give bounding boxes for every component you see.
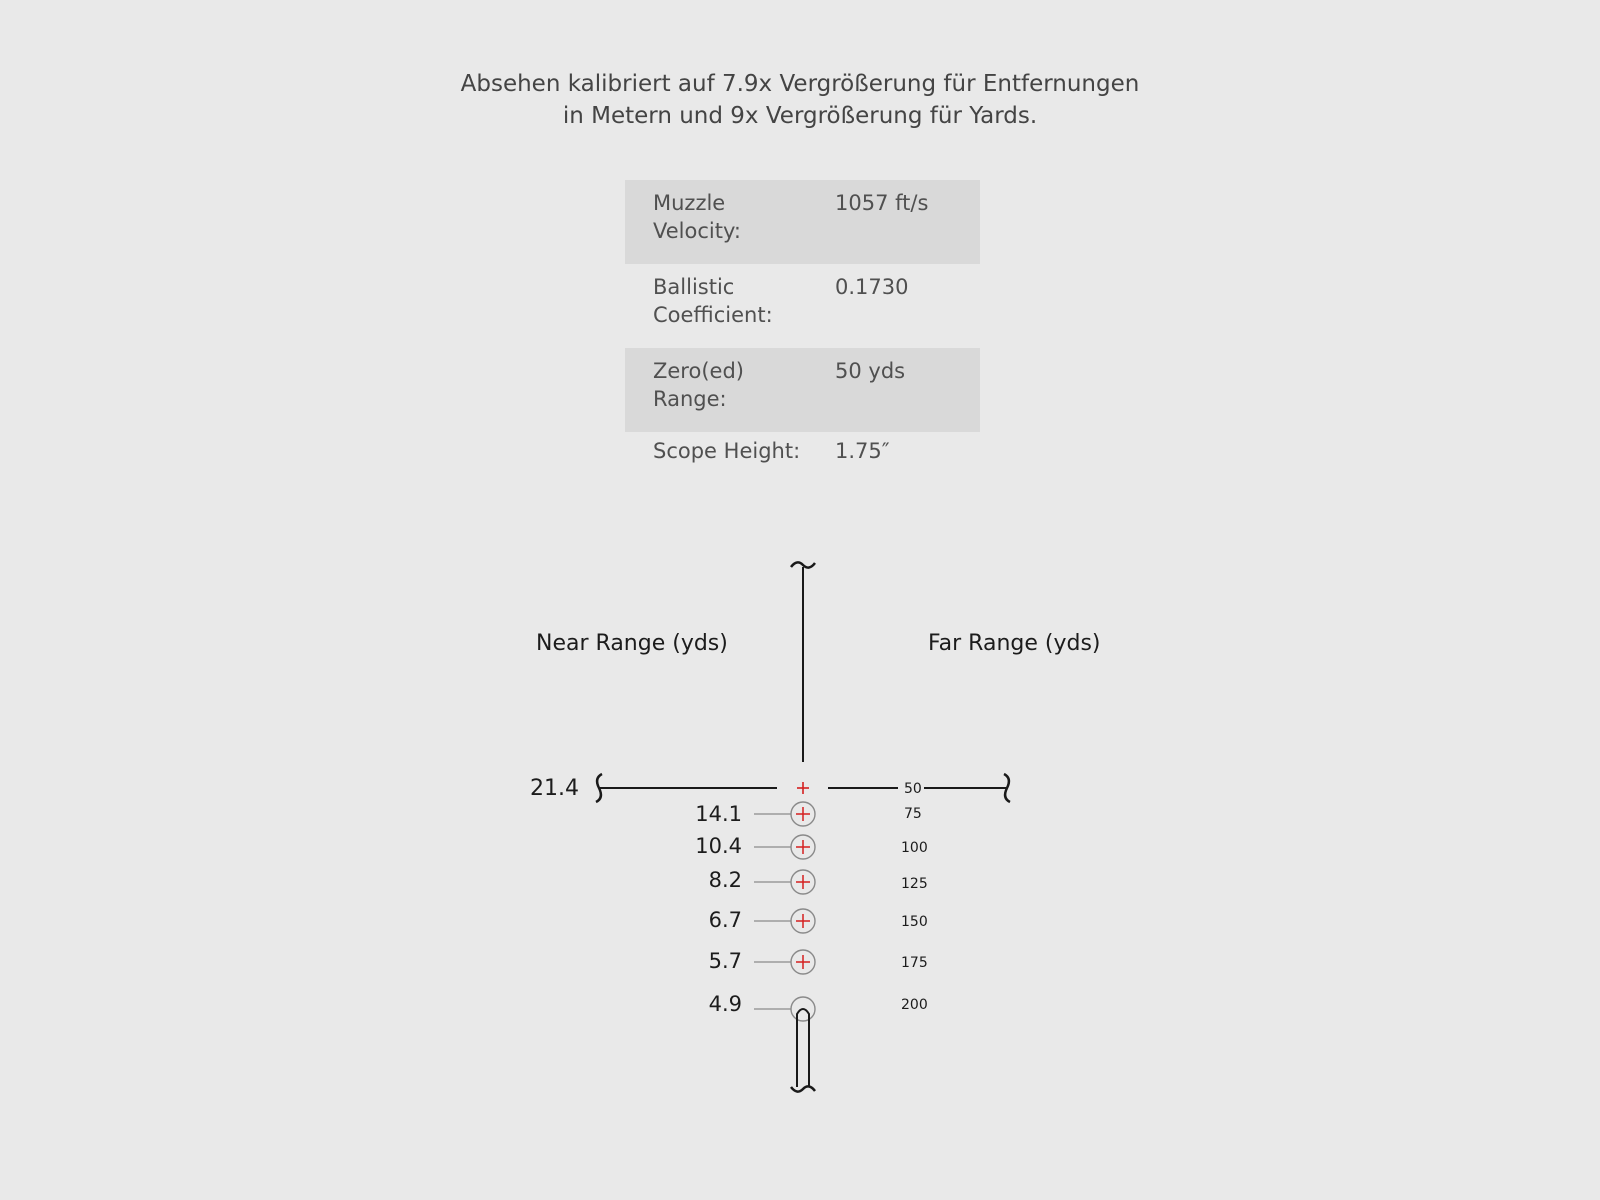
spec-value: 0.1730 xyxy=(835,275,909,299)
far-range-label: 200 xyxy=(901,997,928,1013)
far-range-label: 125 xyxy=(901,876,928,892)
holdover-2 xyxy=(709,868,928,894)
holdover-4 xyxy=(709,949,928,974)
far-range-label: 150 xyxy=(901,914,928,930)
center-near-label: 21.4 xyxy=(530,776,579,801)
holdover-5 xyxy=(709,992,928,1021)
holdover-1 xyxy=(695,834,928,859)
far-range-label: 100 xyxy=(901,840,928,856)
near-range-label: 8.2 xyxy=(708,868,742,892)
near-range-label: 14.1 xyxy=(695,802,742,826)
far-range-label: 75 xyxy=(904,806,922,822)
spec-label: Muzzle Velocity: xyxy=(653,191,741,243)
near-range-label: 10.4 xyxy=(695,834,742,858)
center-aim-point xyxy=(797,782,809,794)
top-post xyxy=(791,562,815,762)
holdover-0 xyxy=(695,802,922,826)
near-range-label: 4.9 xyxy=(708,992,742,1016)
spec-label: Scope Height: xyxy=(653,439,801,463)
near-range-title: Near Range (yds) xyxy=(536,631,728,656)
spec-label: Zero(ed) Range: xyxy=(653,359,744,411)
holdover-3 xyxy=(709,908,928,933)
far-range-title: Far Range (yds) xyxy=(928,631,1101,656)
near-range-label: 5.7 xyxy=(708,949,742,973)
caption-line-1: Absehen kalibriert auf 7.9x Vergrößerung für Entfernungen xyxy=(460,71,1140,97)
spec-label: Ballistic Coefficient: xyxy=(653,275,773,327)
spec-value: 50 yds xyxy=(835,359,906,383)
spec-value: 1.75″ xyxy=(835,439,890,463)
caption-line-2: in Metern und 9x Vergrößerung für Yards. xyxy=(562,103,1038,129)
near-range-label: 6.7 xyxy=(708,908,742,932)
center-far-label: 50 xyxy=(904,781,922,797)
far-range-label: 175 xyxy=(901,955,928,971)
spec-value: 1057 ft/s xyxy=(835,191,929,215)
